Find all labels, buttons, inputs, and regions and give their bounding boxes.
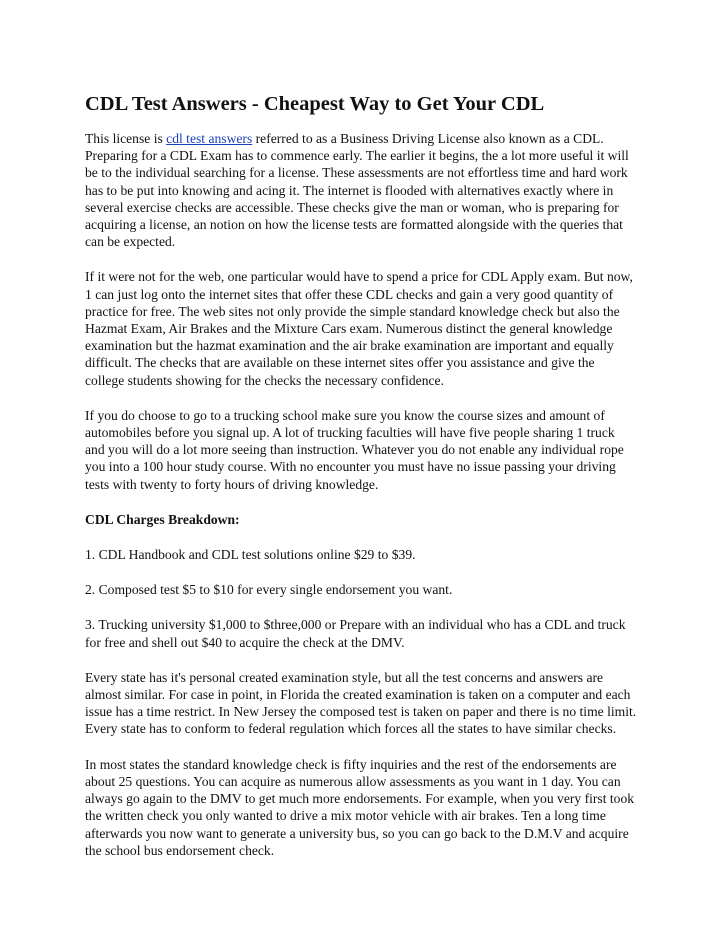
body-paragraph: If you do choose to go to a trucking school make sure you know the course sizes and amount of automobiles before you signal up. A lot of trucking faculties will have five people sharing 1 truck and you will do a lot more seeing than instruction. Whatever you do not enable any individual rope you into a 100 hour study course. With no encounter you must have no issue passing your driving tests with twenty to forty hours of driving knowledge. [85,407,624,492]
intro-paragraph [85,130,637,250]
body-paragraph: Every state has it's personal created examination style, but all the test concerns and answers are almost similar. For case in point, in Florida the created examination is taken on a computer and each issue has a time restrict. In New Jersey the composed test is taken on paper and there is no time limit. Every state has to conform to federal regulation which forces all the states to have similar checks. [85,669,637,737]
page-title: CDL Test Answers - Cheapest Way to Get Your CDL [85,93,545,115]
body-paragraph: If it were not for the web, one particular would have to spend a price for CDL Apply exam. But now, 1 can just log onto the internet sites that offer these CDL checks and gain a very good quantity of practice for free. The web sites not only provide the simple standard knowledge check but also the Hazmat Exam, Air Brakes and the Mixture Cars exam. Numerous distinct the general knowledge examination but the hazmat examination and the air brake examination are important and equally difficult. The checks that are available on these internet sites offer you assistance and give the college students showing for the checks the necessary confidence. [85,269,633,388]
charges-heading: CDL Charges Breakdown: [85,511,240,527]
body-paragraph: In most states the standard knowledge check is fifty inquiries and the rest of the endorsements are about 25 questions. You can acquire as numerous allow assessments as you want in 1 day. You can always go again to the DMV to get much more endorsements. For example, when you very first took the written check you only wanted to drive a mix motor vehicle with air brakes. Ten a long time afterwards you now want to generate a university bus, so you can go back to the D.M.V and acquire the school bus endorsement check. [85,756,635,858]
intro-text-before-link: This license is [85,131,167,146]
charges-item: 3. Trucking university $1,000 to $three,000 or Prepare with an individual who has a CDL and truck for free and shell out $40 to acquire the check at the DMV. [85,617,626,650]
cdl-test-answers-link[interactable]: cdl test answers [166,131,253,146]
charges-item: 1. CDL Handbook and CDL test solutions online $29 to $39. [85,547,416,563]
intro-text-after-link: referred to as a Business Driving License also known as a CDL. Preparing for a CDL Exam has to commence early. The earlier it begins, the a lot more useful it will be to the individual searching for a license. These assessments are not effortless time and hard work has to be put into knowing and acing it. The internet is flooded with alternatives exactly where in several exercise checks are accessible. These checks give the man or woman, who is preparing for acquiring a license, an notion on how the license tests are formatted alongside with the queries that can be expected. [85,131,629,250]
document-page [85,92,637,877]
charges-item: 2. Composed test $5 to $10 for every single endorsement you want. [85,582,453,598]
